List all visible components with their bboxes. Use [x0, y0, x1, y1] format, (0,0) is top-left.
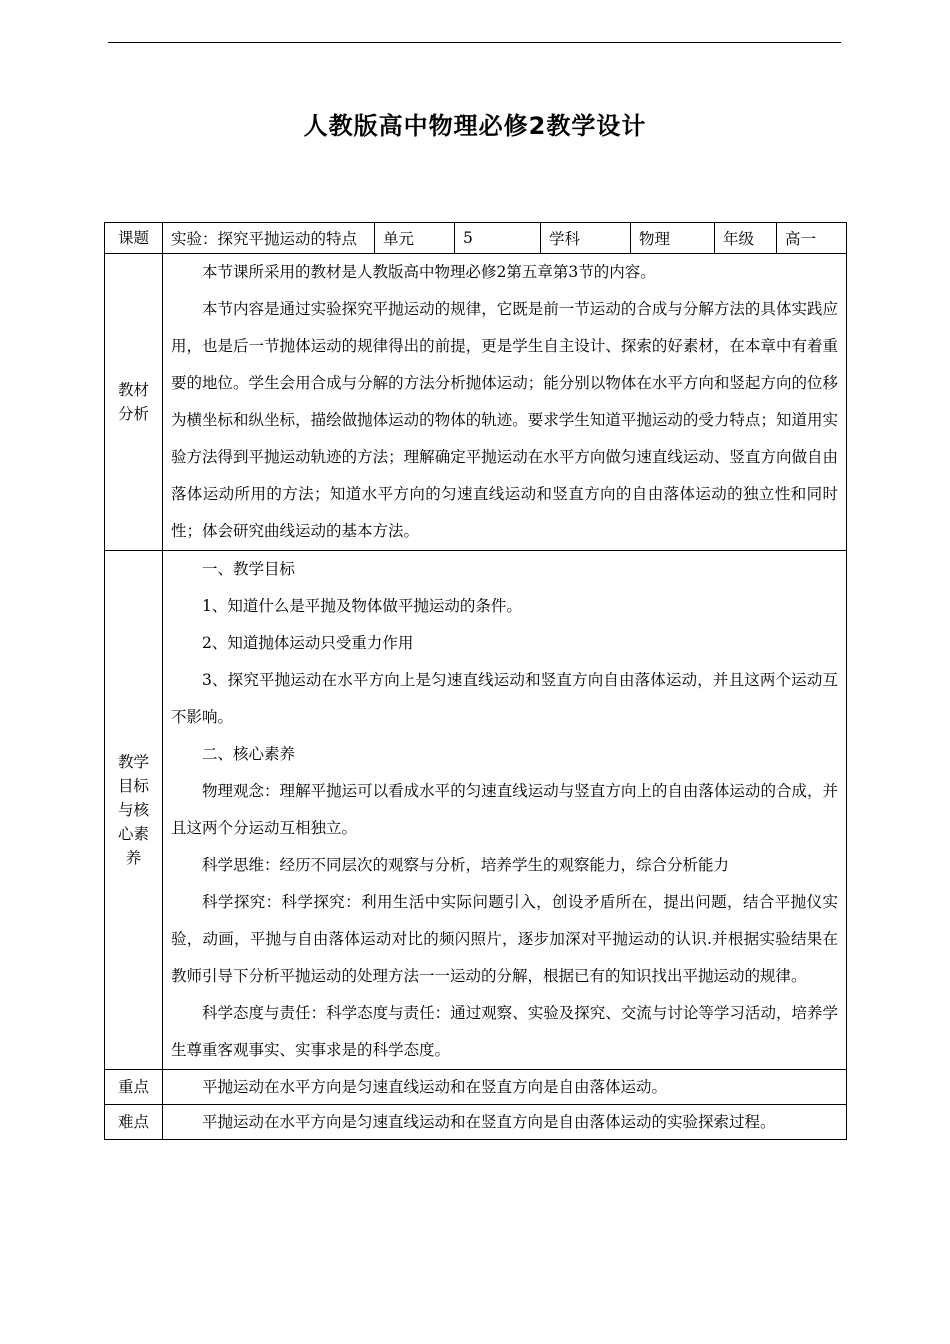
- paragraph: 科学态度与责任：科学态度与责任：通过观察、实验及探究、交流与讨论等学习活动，培养学生尊重客观事实、实事求是的科学态度。: [171, 1004, 838, 1059]
- material-analysis-content: [163, 254, 847, 551]
- paragraph: 本节课所采用的教材是人教版高中物理必修2第五章第3节的内容。: [202, 263, 656, 281]
- grade-label: 年级: [715, 223, 777, 254]
- paragraph: 物理观念：理解平抛运可以看成水平的匀速直线运动与竖直方向上的自由落体运动的合成，并且这两个分运动互相独立。: [171, 782, 838, 837]
- header-rule: [108, 42, 841, 43]
- paragraph: 本节内容是通过实验探究平抛运动的规律，它既是前一节运动的合成与分解方法的具体实践应用，也是后一节抛体运动的规律得出的前提，更是学生自主设计、探索的好素材，在本章中有着重要的地位。学生会用合成与分解的方法分析抛体运动；能分别以物体在水平方向和竖起方向的位移为横坐标和纵坐标，描绘做抛体运动的物体的轨迹。要求学生知道平抛运动的受力特点；知道用实验方法得到平抛运动轨迹的方法；理解确定平抛运动在水平方向做匀速直线运动、竖直方向做自由落体运动所用的方法；知道水平方向的匀速直线运动和竖直方向的自由落体运动的独立性和同时性；体会研究曲线运动的基本方法。: [171, 300, 838, 540]
- paragraph: 一、教学目标: [202, 560, 296, 578]
- subject-value: 物理: [631, 223, 715, 254]
- header-row: [105, 223, 847, 254]
- objectives-row: [105, 551, 847, 1070]
- difficulty-label: 难点: [105, 1105, 163, 1140]
- topic-value: 实验：探究平抛运动的特点: [163, 223, 375, 254]
- unit-label: 单元: [375, 223, 455, 254]
- difficulty-content: [163, 1105, 847, 1140]
- difficulty-row: [105, 1105, 847, 1140]
- lesson-plan-table: [104, 222, 847, 1140]
- paragraph: 二、核心素养: [202, 745, 296, 763]
- material-analysis-label-line2: 分析: [117, 405, 149, 423]
- paragraph: 1、知道什么是平抛及物体做平抛运动的条件。: [202, 597, 522, 615]
- key-point-label: 重点: [105, 1070, 163, 1105]
- document-title: 人教版高中物理必修2教学设计: [303, 112, 647, 140]
- paragraph: 平抛运动在水平方向是匀速直线运动和在竖直方向是自由落体运动的实验探索过程。: [202, 1113, 776, 1131]
- paragraph: 平抛运动在水平方向是匀速直线运动和在竖直方向是自由落体运动。: [202, 1078, 668, 1096]
- paragraph: 3、探究平抛运动在水平方向上是匀速直线运动和竖直方向自由落体运动，并且这两个运动互不影响。: [171, 671, 838, 726]
- unit-value: 5: [455, 223, 541, 254]
- objectives-content: [163, 551, 847, 1070]
- key-point-content: [163, 1070, 847, 1105]
- material-analysis-label: [105, 254, 163, 551]
- topic-label: 课题: [105, 223, 163, 254]
- paragraph: 2、知道抛体运动只受重力作用: [202, 634, 414, 652]
- subject-label: 学科: [541, 223, 631, 254]
- material-analysis-row: [105, 254, 847, 551]
- paragraph: 科学思维：经历不同层次的观察与分析，培养学生的观察能力，综合分析能力: [202, 856, 730, 874]
- objectives-label-cell: [105, 551, 163, 1070]
- key-point-row: [105, 1070, 847, 1105]
- grade-value: 高一: [777, 223, 847, 254]
- material-analysis-label-line1: 教材: [117, 381, 149, 399]
- paragraph: 科学探究：科学探究：利用生活中实际问题引入，创设矛盾所在，提出问题，结合平抛仪实验，动画，平抛与自由落体运动对比的频闪照片，逐步加深对平抛运动的认识.并根据实验结果在教师引导下分析平抛运动的处理方法一一运动的分解，根据已有的知识找出平抛运动的规律。: [171, 893, 838, 985]
- objectives-label: 教学目标与核心素养: [117, 753, 149, 867]
